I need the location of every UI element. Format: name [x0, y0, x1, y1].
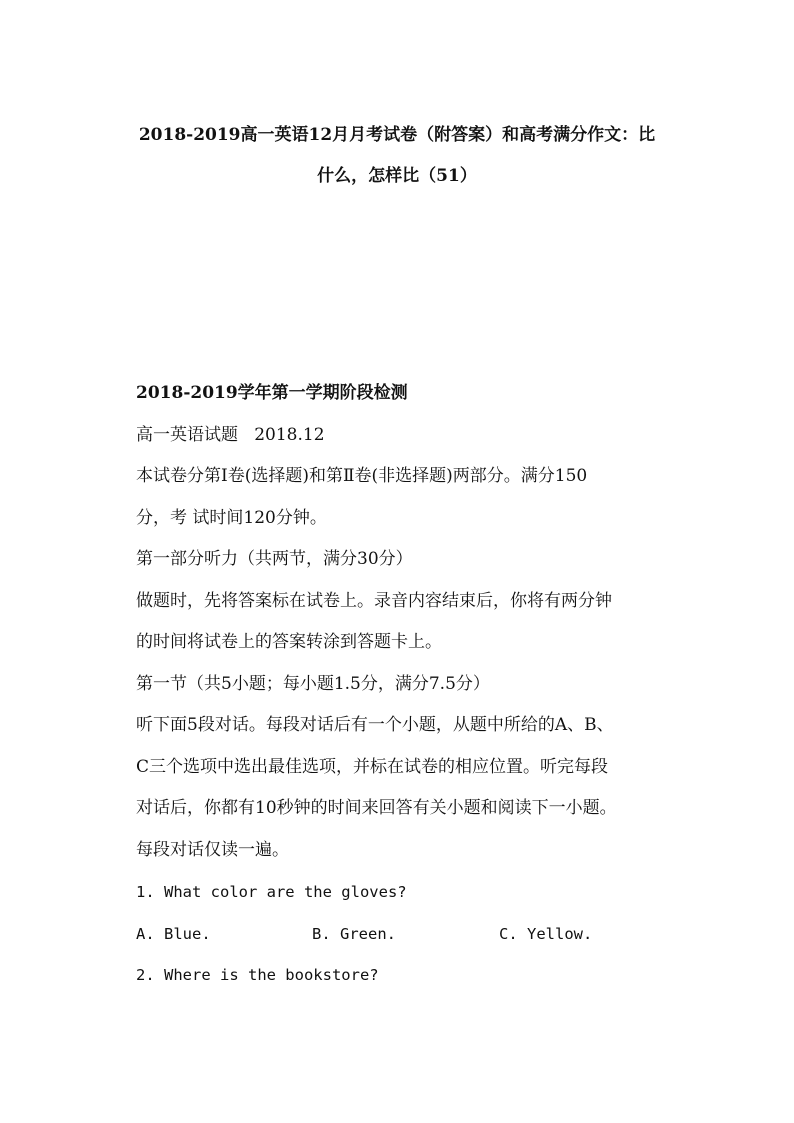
instruction-line-2: 的时间将试卷上的答案转涂到答题卡上。 [136, 632, 442, 652]
subject-line: 高一英语试题 2018.12 [136, 425, 325, 445]
section-heading: 2018-2019学年第一学期阶段检测 [136, 383, 408, 403]
directions-line-3: 对话后，你都有10秒钟的时间来回答有关小题和阅读下一小题。 [136, 798, 617, 818]
instruction-line-1: 做题时，先将答案标在试卷上。录音内容结束后，你将有两分钟 [136, 591, 612, 611]
part1-heading: 第一部分听力（共两节，满分30分） [136, 549, 413, 569]
question-1-option-c: C. Yellow. [499, 925, 593, 943]
intro-line-1: 本试卷分第Ⅰ卷(选择题)和第Ⅱ卷(非选择题)两部分。满分150 [136, 466, 588, 486]
intro-line-2: 分，考 试时间120分钟。 [136, 508, 327, 528]
directions-line-2: C三个选项中选出最佳选项，并标在试卷的相应位置。听完每段 [136, 757, 609, 777]
directions-line-4: 每段对话仅读一遍。 [136, 840, 289, 860]
document-title-line-1: 2018-2019高一英语12月月考试卷（附答案）和高考满分作文：比 [138, 125, 656, 145]
section1-heading: 第一节（共5小题；每小题1.5分，满分7.5分） [136, 674, 490, 694]
directions-line-1: 听下面5段对话。每段对话后有一个小题，从题中所给的A、B、 [136, 715, 614, 735]
question-1-option-b: B. Green. [312, 925, 396, 943]
question-1-option-a: A. Blue. [136, 925, 211, 943]
question-2: 2. Where is the bookstore? [136, 966, 379, 984]
question-1: 1. What color are the gloves? [136, 883, 407, 901]
document-title-line-2: 什么，怎样比（51） [317, 166, 477, 186]
